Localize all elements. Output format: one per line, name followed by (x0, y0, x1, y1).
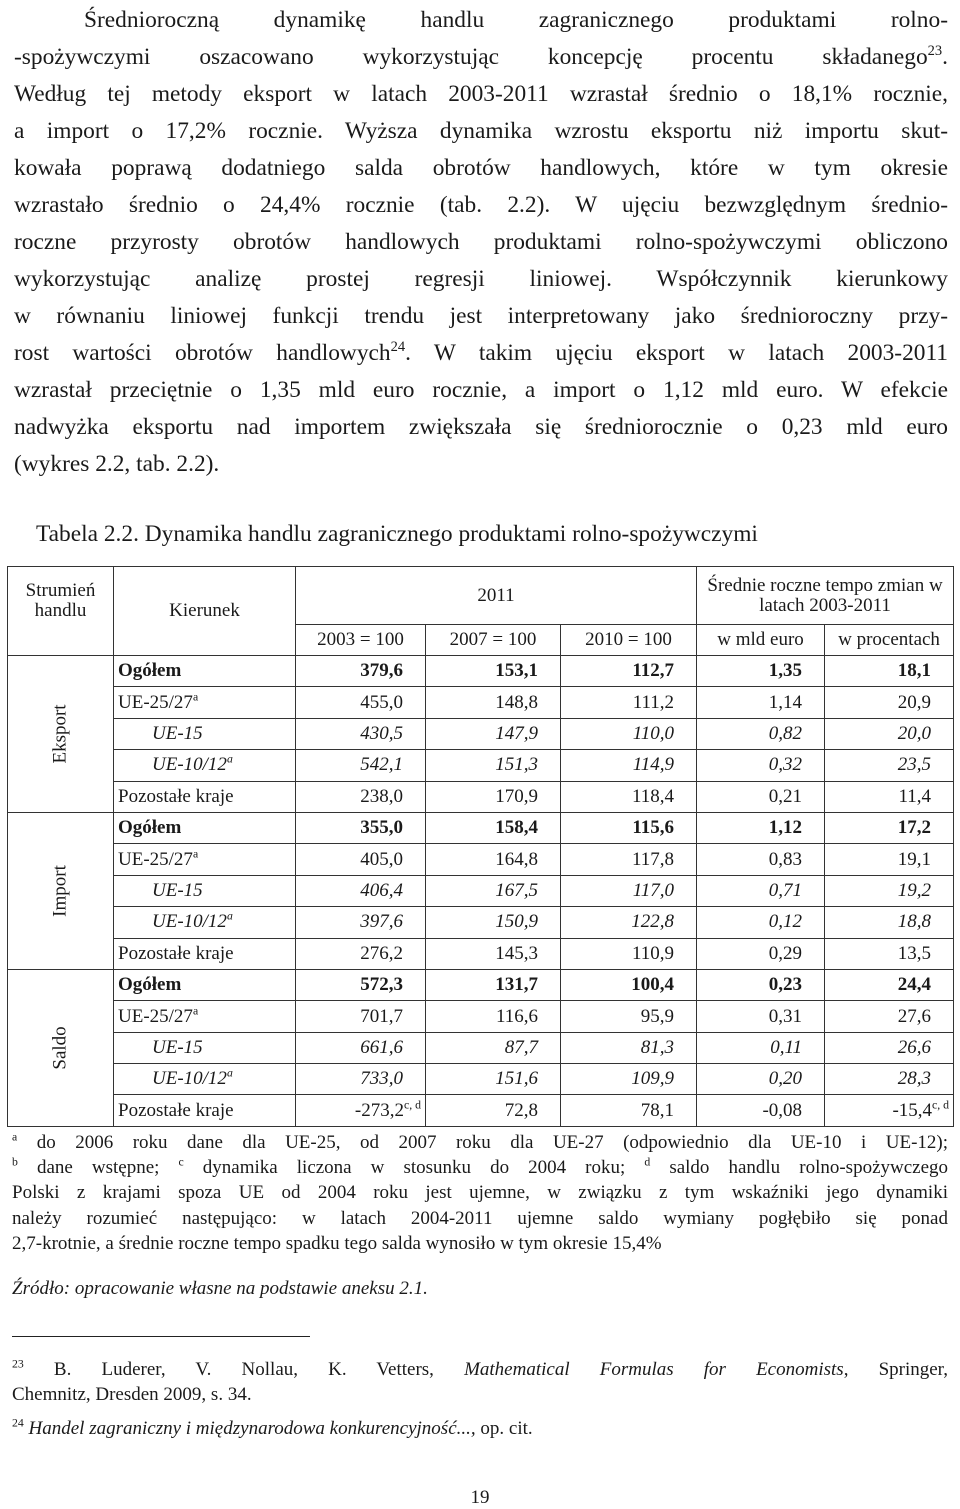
group-label: Import (49, 865, 71, 917)
value-cell: 733,0 (296, 1064, 426, 1095)
value-cell: 118,4 (561, 781, 697, 812)
text-line: (wykres 2.2, tab. 2.2). (14, 451, 220, 477)
table-row (8, 875, 954, 906)
row-label: UE-25/27$^a$ (114, 687, 296, 718)
value-cell: 0,29 (697, 938, 825, 969)
table-footnotes (12, 1130, 948, 1256)
value-cell: 114,9 (561, 750, 697, 781)
value-cell: 0,32 (697, 750, 825, 781)
value-cell: 355,0 (296, 812, 426, 843)
value-cell: 117,0 (561, 875, 697, 906)
value-cell: 455,0 (296, 687, 426, 718)
value-cell: 0,11 (697, 1032, 825, 1063)
value-cell: 20,0 (825, 718, 954, 749)
header-strumien: Strumień handlu (8, 567, 114, 656)
table-row (8, 812, 954, 843)
row-label: UE-10/12$^a$ (114, 750, 296, 781)
value-cell: 0,20 (697, 1064, 825, 1095)
value-cell: 24,4 (825, 969, 954, 1000)
value-cell: 701,7 (296, 1001, 426, 1032)
footnote-rule (12, 1336, 310, 1337)
footnote-line: $^a$ do 2006 roku dane dla UE-25, od 2007 roku dla UE-27 (odpowiednio dla UE-10 i UE-12); (12, 1130, 949, 1153)
value-cell: 430,5 (296, 718, 426, 749)
value-cell: 17,2 (825, 812, 954, 843)
text-line: roczne przyrosty obrotów handlowych produktami rolno-spożywczymi obliczono (14, 229, 948, 255)
data-table (7, 566, 954, 1127)
value-cell: 13,5 (825, 938, 954, 969)
table-row (8, 687, 954, 718)
table-row (8, 969, 954, 1000)
value-cell: 0,83 (697, 844, 825, 875)
value-cell: 406,4 (296, 875, 426, 906)
body-paragraph (14, 2, 948, 483)
value-cell: 110,0 (561, 718, 697, 749)
header-2010: 2010 = 100 (561, 625, 697, 656)
value-cell: 110,9 (561, 938, 697, 969)
value-cell: 0,71 (697, 875, 825, 906)
value-cell: 122,8 (561, 907, 697, 938)
value-cell: 0,12 (697, 907, 825, 938)
header-proc: w procentach (825, 625, 954, 656)
header-mld: w mld euro (697, 625, 825, 656)
value-cell: 1,12 (697, 812, 825, 843)
value-cell: 167,5 (426, 875, 561, 906)
value-cell: 115,6 (561, 812, 697, 843)
table-row (8, 656, 954, 687)
text-line: wzrastał przeciętnie o 1,35 mld euro rocznie, a import o 1,12 mld euro. W efekcie (14, 377, 948, 403)
value-cell: 81,3 (561, 1032, 697, 1063)
reference-line: $^{23}$ B. Luderer, V. Nollau, K. Vetters, Mathematical Formulas for Economists, Springer, (12, 1357, 948, 1380)
value-cell: 405,0 (296, 844, 426, 875)
value-cell: 148,8 (426, 687, 561, 718)
value-cell: 1,14 (697, 687, 825, 718)
table-caption: Tabela 2.2. Dynamika handlu zagranicznego produktami rolno-spożywczymi (36, 521, 758, 547)
row-label: UE-15 (114, 875, 296, 906)
text-line: Średnioroczną dynamikę handlu zagranicznego produktami rolno- (84, 7, 948, 33)
row-label: UE-25/27$^a$ (114, 844, 296, 875)
table-row (8, 1064, 954, 1095)
header-2007: 2007 = 100 (426, 625, 561, 656)
row-label: UE-10/12$^a$ (114, 907, 296, 938)
row-label: Ogółem (114, 969, 296, 1000)
value-cell: 145,3 (426, 938, 561, 969)
header-2003: 2003 = 100 (296, 625, 426, 656)
value-cell: 164,8 (426, 844, 561, 875)
value-cell: 276,2 (296, 938, 426, 969)
footnote-ref-23: 23 (927, 43, 943, 60)
table-source: Źródło: opracowanie własne na podstawie aneksu 2.1. (12, 1278, 428, 1299)
text-line: Według tej metody eksport w latach 2003-2011 wzrastał średnio o 18,1% rocznie, (14, 81, 948, 107)
row-label: Pozostałe kraje (114, 1095, 296, 1127)
row-label: UE-25/27$^a$ (114, 1001, 296, 1032)
text-line: -spożywczymi oszacowano wykorzystując koncepcję procentu składanego$^{23}$. (14, 43, 948, 70)
value-cell: 0,31 (697, 1001, 825, 1032)
row-label: Pozostałe kraje (114, 938, 296, 969)
header-kierunek: Kierunek (114, 567, 296, 656)
footnote-ref-24: 24 (390, 339, 406, 356)
group-label-cell (8, 812, 114, 969)
value-cell: 87,7 (426, 1032, 561, 1063)
row-label: UE-15 (114, 1032, 296, 1063)
text-line: rost wartości obrotów handlowych$^{24}$. W takim ujęciu eksport w latach 2003-2011 (14, 339, 948, 366)
value-cell: -273,2$^{c, d}$ (296, 1095, 426, 1127)
value-cell: 100,4 (561, 969, 697, 1000)
value-cell: 0,23 (697, 969, 825, 1000)
value-cell: 397,6 (296, 907, 426, 938)
value-cell: 0,21 (697, 781, 825, 812)
value-cell: 131,7 (426, 969, 561, 1000)
table-row (8, 907, 954, 938)
group-label-cell (8, 969, 114, 1126)
page-number: 19 (470, 1487, 490, 1508)
table-row (8, 1095, 954, 1127)
value-cell: 28,3 (825, 1064, 954, 1095)
group-label: Eksport (49, 704, 71, 764)
value-cell: 78,1 (561, 1095, 697, 1127)
row-label: Ogółem (114, 656, 296, 687)
reference-line: Chemnitz, Dresden 2009, s. 34. (12, 1384, 252, 1405)
value-cell: 238,0 (296, 781, 426, 812)
value-cell: 158,4 (426, 812, 561, 843)
value-cell: 23,5 (825, 750, 954, 781)
table-body (8, 656, 954, 1127)
group-label-cell (8, 656, 114, 813)
row-label: UE-15 (114, 718, 296, 749)
text-line: nadwyżka eksportu nad importem zwiększała się średniorocznie o 0,23 mld euro (14, 414, 948, 440)
table-row (8, 781, 954, 812)
value-cell: 26,6 (825, 1032, 954, 1063)
footnote-line: należy rozumieć następująco: w latach 2004-2011 ujemne saldo wymiany pogłębiło się ponad (12, 1207, 948, 1229)
text-line: a import o 17,2% rocznie. Wyższa dynamika wzrostu eksportu niż importu skut- (14, 118, 948, 144)
reference-line: $^{24}$ Handel zagraniczny i międzynarodowa konkurencyjność..., op. cit. (12, 1416, 533, 1439)
value-cell: 117,8 (561, 844, 697, 875)
value-cell: 542,1 (296, 750, 426, 781)
row-label: UE-10/12$^a$ (114, 1064, 296, 1095)
value-cell: 109,9 (561, 1064, 697, 1095)
footnote-line: $^b$ dane wstępne; $^c$ dynamika liczona w stosunku do 2004 roku; $^d$ saldo handlu rolno-spożywczego (12, 1155, 949, 1179)
value-cell: -0,08 (697, 1095, 825, 1127)
value-cell: 18,8 (825, 907, 954, 938)
value-cell: 95,9 (561, 1001, 697, 1032)
text-line: wykorzystując analizę prostej regresji liniowej. Współczynnik kierunkowy (14, 266, 948, 292)
reference-23 (12, 1357, 948, 1407)
value-cell: 27,6 (825, 1001, 954, 1032)
text-line: kowała poprawą dodatniego salda obrotów handlowych, które w tym okresie (14, 155, 948, 181)
value-cell: 19,2 (825, 875, 954, 906)
reference-24 (12, 1416, 948, 1441)
value-cell: 151,6 (426, 1064, 561, 1095)
row-label: Pozostałe kraje (114, 781, 296, 812)
row-label: Ogółem (114, 812, 296, 843)
value-cell: -15,4$^{c, d}$ (825, 1095, 954, 1127)
footnote-line: Polski z krajami spoza UE od 2004 roku jest ujemne, w związku z tym wskaźniki jego dynamiki (12, 1182, 948, 1204)
table-row (8, 718, 954, 749)
value-cell: 72,8 (426, 1095, 561, 1127)
group-label: Saldo (49, 1026, 71, 1070)
value-cell: 572,3 (296, 969, 426, 1000)
table-row (8, 1032, 954, 1063)
value-cell: 661,6 (296, 1032, 426, 1063)
table-row (8, 750, 954, 781)
footnote-line: 2,7-krotnie, a średnie roczne tempo spadku tego salda wynosiło w tym okresie 15,4% (12, 1232, 662, 1254)
value-cell: 20,9 (825, 687, 954, 718)
text-line: w równaniu liniowej funkcji trendu jest interpretowany jako średnioroczny przy- (14, 303, 948, 329)
value-cell: 147,9 (426, 718, 561, 749)
table-row (8, 844, 954, 875)
value-cell: 18,1 (825, 656, 954, 687)
value-cell: 11,4 (825, 781, 954, 812)
value-cell: 379,6 (296, 656, 426, 687)
header-year: 2011 (296, 567, 697, 625)
value-cell: 112,7 (561, 656, 697, 687)
value-cell: 116,6 (426, 1001, 561, 1032)
text-line: wzrastało średnio o 24,4% rocznie (tab. 2.2). W ujęciu bezwzględnym średnio- (14, 192, 948, 218)
value-cell: 153,1 (426, 656, 561, 687)
table-row (8, 1001, 954, 1032)
value-cell: 0,82 (697, 718, 825, 749)
value-cell: 151,3 (426, 750, 561, 781)
value-cell: 111,2 (561, 687, 697, 718)
value-cell: 19,1 (825, 844, 954, 875)
value-cell: 150,9 (426, 907, 561, 938)
header-srednie: Średnie roczne tempo zmian w latach 2003-2011 (697, 567, 954, 625)
value-cell: 1,35 (697, 656, 825, 687)
value-cell: 170,9 (426, 781, 561, 812)
table-row (8, 938, 954, 969)
